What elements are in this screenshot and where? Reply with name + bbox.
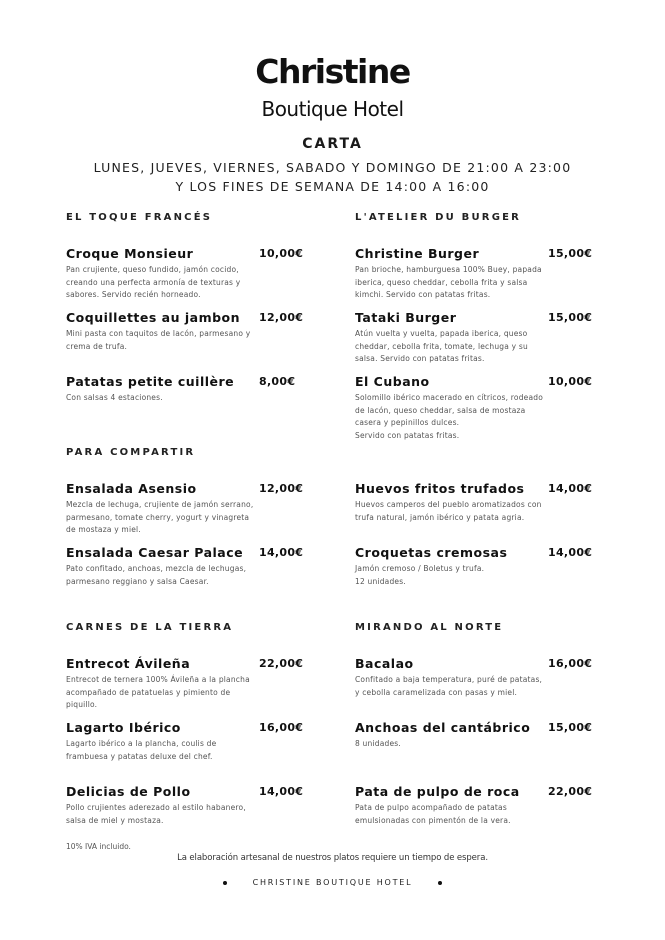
dish-price: 10,00€ (259, 247, 304, 260)
dish-name: Croquetas cremosas (355, 545, 508, 560)
dish-description: Pan brioche, hamburguesa 100% Buey, papada iberica, queso cheddar, cebolla frita y salsa kimchi. Servido con patatas fritas. (355, 265, 542, 299)
dish-price: 14,00€ (548, 482, 593, 495)
hours-line-2: Y LOS FINES DE SEMANA DE 14:00 A 16:00 (175, 179, 490, 194)
dish-description: Entrecot de ternera 100% Ávileña a la plancha acompañado de patatuelas y pimiento de piquillo. (66, 675, 250, 709)
dish-price: 15,00€ (548, 311, 593, 324)
logo-subtitle: Boutique Hotel (261, 97, 404, 121)
dish-name: Pata de pulpo de roca (355, 784, 520, 799)
dish-price: 15,00€ (548, 247, 593, 260)
menu-item-croquetas (355, 545, 507, 588)
menu-item-delicias-pollo (66, 784, 246, 827)
menu-item-christine-burger (355, 246, 542, 302)
dish-name: Lagarto Ibérico (66, 720, 181, 735)
dish-price: 15,00€ (548, 721, 593, 734)
hours-line-1: LUNES, JUEVES, VIERNES, SABADO Y DOMINGO DE 21:00 A 23:00 (93, 160, 572, 175)
dish-description: Pan crujiente, queso fundido, jamón cocido, creando una perfecta armonía de texturas y sabores. Servido recién horneado. (66, 265, 241, 299)
bullet-icon (223, 881, 227, 885)
dish-price: 14,00€ (259, 546, 304, 559)
menu-item-patatas (66, 374, 234, 405)
dish-name: Patatas petite cuillère (66, 374, 235, 389)
dish-price: 14,00€ (548, 546, 593, 559)
craft-note: La elaboración artesanal de nuestros platos requiere un tiempo de espera. (177, 853, 488, 863)
page-title: CARTA (302, 136, 363, 152)
dish-name: Ensalada Asensio (66, 481, 197, 496)
dish-price: 8,00€ (259, 375, 296, 388)
menu-item-tataki-burger (355, 310, 528, 366)
dish-description: Jamón cremoso / Boletus y trufa. 12 unidades. (355, 564, 485, 586)
dish-name: Anchoas del cantábrico (355, 720, 531, 735)
dish-price: 16,00€ (259, 721, 304, 734)
dish-name: Tataki Burger (355, 310, 457, 325)
dish-description: Lagarto ibérico a la plancha, coulis de frambuesa y patatas deluxe del chef. (66, 739, 217, 761)
dish-description: 8 unidades. (355, 739, 401, 748)
menu-item-croque-monsieur (66, 246, 240, 302)
menu-item-entrecot (66, 656, 250, 712)
menu-item-pulpo (355, 784, 520, 827)
section-atelier-du-burger: L'ATELIER DU BURGER (355, 212, 522, 223)
dish-description: Pata de pulpo acompañado de patatas emulsionadas con pimentón de la vera. (355, 803, 511, 825)
dish-name: Entrecot Ávileña (66, 656, 191, 671)
menu-item-huevos-fritos (355, 481, 542, 524)
dish-name: El Cubano (355, 374, 430, 389)
dish-name: Coquillettes au jambon (66, 310, 241, 325)
logo-name: Christine (255, 52, 410, 91)
footer-brand-text: CHRISTINE BOUTIQUE HOTEL (252, 878, 413, 887)
dish-description: Mini pasta con taquitos de lacón, parmesano y crema de trufa. (66, 329, 251, 351)
dish-name: Christine Burger (355, 246, 480, 261)
menu-item-coquillettes (66, 310, 250, 353)
dish-price: 10,00€ (548, 375, 593, 388)
menu-item-ensalada-caesar (66, 545, 246, 588)
section-carnes-de-la-tierra: CARNES DE LA TIERRA (66, 622, 234, 633)
dish-description: Solomillo ibérico macerado en cítricos, rodeado de lacón, queso cheddar, salsa de mostaza casera y pepinillos dulces. Servido con patatas fritas. (355, 393, 544, 440)
dish-description: Mezcla de lechuga, crujiente de jamón serrano, parmesano, tomate cherry, yogurt y vinagreta de mostaza y miel. (66, 500, 254, 534)
dish-description: Atún vuelta y vuelta, papada iberica, queso cheddar, cebolla frita, tomate, lechuga y su salsa. Servido con patatas fritas. (355, 329, 528, 363)
dish-price: 22,00€ (548, 785, 593, 798)
dish-price: 12,00€ (259, 482, 304, 495)
menu-item-ensalada-asensio (66, 481, 253, 537)
menu-item-bacalao (355, 656, 542, 699)
bullet-icon (438, 881, 442, 885)
dish-name: Delicias de Pollo (66, 784, 191, 799)
footer-brand (0, 878, 665, 887)
menu-item-anchoas (355, 720, 530, 751)
dish-price: 12,00€ (259, 311, 304, 324)
dish-description: Pato confitado, anchoas, mezcla de lechugas, parmesano reggiano y salsa Caesar. (66, 564, 247, 586)
dish-name: Bacalao (355, 656, 414, 671)
section-el-toque-frances: EL TOQUE FRANCÉS (66, 212, 213, 223)
dish-price: 14,00€ (259, 785, 304, 798)
dish-name: Croque Monsieur (66, 246, 194, 261)
iva-note: 10% IVA incluido. (66, 842, 131, 851)
menu-item-lagarto (66, 720, 216, 763)
dish-name: Huevos fritos trufados (355, 481, 525, 496)
menu-item-el-cubano (355, 374, 543, 442)
dish-description: Confitado a baja temperatura, puré de patatas, y cebolla caramelizada con pasas y miel. (355, 675, 543, 697)
dish-description: Huevos camperos del pueblo aromatizados con trufa natural, jamón ibérico y patata agria. (355, 500, 542, 522)
section-para-compartir: PARA COMPARTIR (66, 447, 196, 458)
section-mirando-al-norte: MIRANDO AL NORTE (355, 622, 504, 633)
dish-price: 22,00€ (259, 657, 304, 670)
dish-description: Pollo crujientes aderezado al estilo habanero, salsa de miel y mostaza. (66, 803, 246, 825)
dish-description: Con salsas 4 estaciones. (66, 393, 163, 402)
dish-price: 16,00€ (548, 657, 593, 670)
dish-name: Ensalada Caesar Palace (66, 545, 244, 560)
